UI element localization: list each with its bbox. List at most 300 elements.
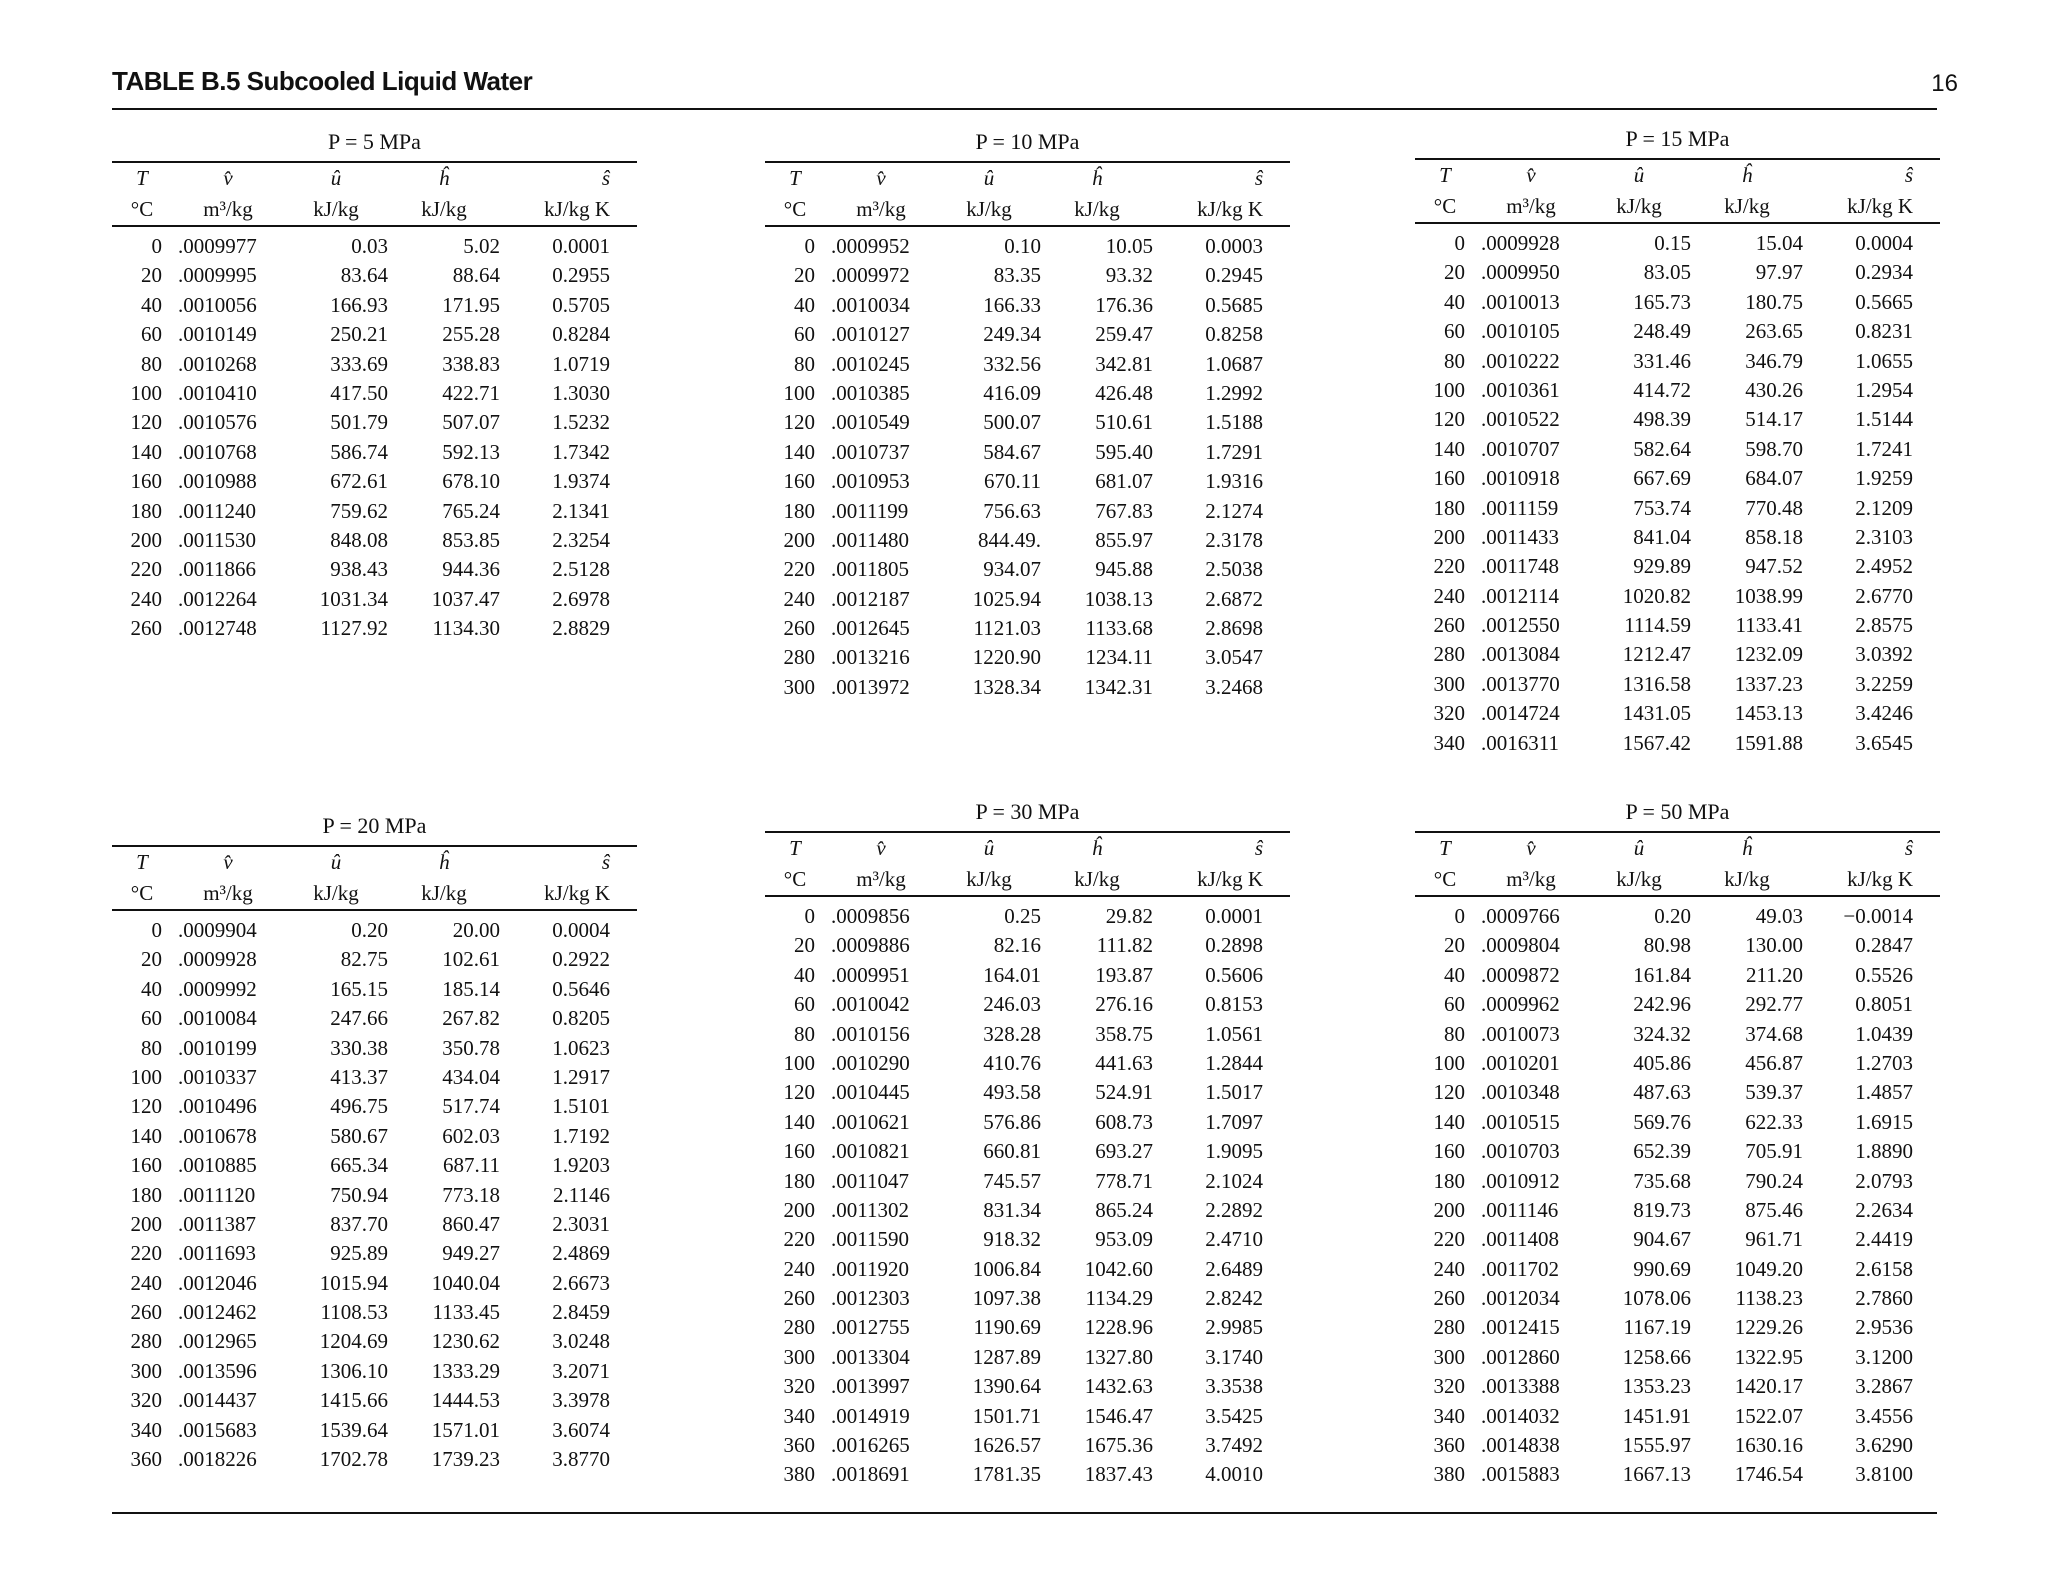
table-cell: 1328.34: [972, 674, 1041, 699]
table-cell: 160: [1433, 1139, 1465, 1164]
table-body: [112, 911, 637, 1474]
table-cell: .0010084: [178, 1006, 257, 1031]
table-row: [1415, 435, 1940, 464]
table-cell: .0011590: [831, 1227, 909, 1252]
table-cell: .0010918: [1481, 466, 1560, 491]
table-cell: 0.0003: [1205, 234, 1263, 258]
table-cell: 40: [141, 976, 162, 1001]
table-cell: 947.52: [1745, 554, 1803, 579]
table-cell: 1746.54: [1734, 1462, 1803, 1487]
table-row: [1415, 288, 1940, 317]
table-cell: 1038.13: [1084, 586, 1153, 611]
table-cell: .0010737: [831, 439, 910, 464]
table-cell: 2.3178: [1205, 527, 1263, 552]
table-cell: 1234.11: [1085, 645, 1153, 670]
table-cell: 340: [130, 1417, 162, 1442]
table-cell: 1.5232: [552, 410, 610, 435]
table-cell: 1702.78: [319, 1447, 388, 1472]
table-cell: 3.2071: [552, 1358, 610, 1383]
table-cell: 1.2703: [1855, 1050, 1913, 1075]
table-cell: 1501.71: [972, 1403, 1041, 1428]
table-cell: 1353.23: [1622, 1374, 1691, 1399]
table-cell: 667.69: [1633, 466, 1691, 491]
table-cell: 1.7342: [552, 439, 610, 464]
column-unit: kJ/kg: [1616, 194, 1662, 218]
table-cell: 180.75: [1745, 289, 1803, 314]
table-cell: 160: [783, 1139, 815, 1164]
symbol-row: [765, 833, 1290, 864]
table-cell: 300: [783, 1344, 815, 1369]
table-cell: .0009977: [178, 234, 257, 258]
table-cell: 82.75: [340, 947, 388, 972]
table-cell: 320: [1433, 1374, 1465, 1399]
table-cell: .0011693: [178, 1241, 256, 1266]
table-cell: 1539.64: [319, 1417, 388, 1442]
table-cell: 1431.05: [1622, 701, 1691, 726]
table-cell: 3.0392: [1855, 642, 1913, 667]
table-cell: 592.13: [442, 439, 500, 464]
table-cell: 2.5038: [1205, 557, 1263, 582]
table-cell: 608.73: [1095, 1109, 1153, 1134]
column-unit: m³/kg: [1506, 194, 1556, 218]
table-cell: 280: [1433, 1315, 1465, 1340]
column-unit: kJ/kg K: [544, 197, 610, 221]
table-cell: 2.8698: [1205, 616, 1263, 641]
table-cell: 0.5665: [1855, 289, 1913, 314]
table-cell: .0009928: [178, 947, 257, 972]
table-cell: 1667.13: [1622, 1462, 1691, 1487]
table-cell: .0010073: [1481, 1021, 1560, 1046]
table-cell: 0.0004: [552, 918, 610, 942]
table-cell: 1451.91: [1622, 1403, 1691, 1428]
table-cell: 242.96: [1633, 992, 1691, 1017]
column-unit: m³/kg: [203, 881, 253, 905]
column-header: [112, 161, 637, 227]
table-row: [1415, 1460, 1940, 1489]
table-cell: 165.73: [1633, 289, 1691, 314]
table-cell: 413.37: [330, 1064, 388, 1089]
table-cell: 200: [1433, 524, 1465, 549]
column-symbol: ĥ: [1741, 163, 1753, 187]
table-cell: 166.33: [983, 292, 1041, 317]
table-cell: 1.5101: [552, 1094, 610, 1119]
table-cell: 422.71: [442, 380, 500, 405]
table-cell: .0011146: [1481, 1197, 1559, 1222]
table-cell: 60: [1444, 992, 1465, 1017]
table-row: [1415, 1078, 1940, 1107]
table-cell: .0015883: [1481, 1462, 1560, 1487]
table-cell: 1015.94: [319, 1270, 388, 1295]
table-cell: 853.85: [442, 527, 500, 552]
table-cell: 2.4869: [552, 1241, 610, 1266]
table-cell: 0.2955: [552, 263, 610, 288]
table-cell: 80: [794, 1021, 815, 1046]
symbol-row: [1415, 160, 1940, 191]
table-cell: 80: [1444, 1021, 1465, 1046]
table-cell: 2.8242: [1205, 1286, 1263, 1311]
table-cell: 2.6872: [1205, 586, 1263, 611]
table-cell: 176.36: [1095, 292, 1153, 317]
table-cell: 790.24: [1745, 1168, 1803, 1193]
table-row: [112, 1092, 637, 1121]
table-cell: 83.64: [340, 263, 388, 288]
table-cell: 3.7492: [1205, 1433, 1263, 1458]
table-row: [1415, 931, 1940, 960]
table-cell: 1042.60: [1084, 1256, 1153, 1281]
table-cell: .0011387: [178, 1211, 256, 1236]
column-symbol: v̂: [876, 836, 886, 860]
column-symbol: v̂: [1526, 836, 1536, 860]
table-cell: 320: [130, 1388, 162, 1413]
table-cell: .0012264: [178, 586, 257, 611]
table-p50: [1415, 797, 1940, 1490]
column-unit: m³/kg: [856, 197, 906, 221]
column-symbol: ŝ: [1904, 836, 1913, 860]
table-cell: 2.1341: [552, 498, 610, 523]
column-unit: °C: [783, 867, 807, 891]
table-row: [765, 1078, 1290, 1107]
table-row: [765, 261, 1290, 290]
table-cell: 1204.69: [319, 1329, 388, 1354]
table-cell: 40: [794, 292, 815, 317]
table-cell: 331.46: [1633, 348, 1691, 373]
table-cell: 598.70: [1745, 436, 1803, 461]
table-cell: 1229.26: [1734, 1315, 1803, 1340]
table-cell: 111.82: [1096, 933, 1153, 958]
table-row: [765, 1431, 1290, 1460]
table-cell: .0018691: [831, 1462, 910, 1487]
table-cell: .0013596: [178, 1358, 257, 1383]
table-cell: 844.49.: [978, 527, 1041, 552]
table-row: [1415, 670, 1940, 699]
table-cell: 100: [130, 1064, 162, 1089]
table-cell: 1232.09: [1734, 642, 1803, 667]
table-row: [1415, 582, 1940, 611]
table-cell: 539.37: [1745, 1080, 1803, 1105]
table-cell: 83.35: [993, 263, 1041, 288]
table-cell: 0.15: [1654, 231, 1691, 255]
table-cell: 582.64: [1633, 436, 1691, 461]
table-cell: 0.10: [1004, 234, 1041, 258]
table-cell: 255.28: [442, 322, 500, 347]
table-cell: 280: [783, 1315, 815, 1340]
table-cell: 918.32: [983, 1227, 1041, 1252]
table-cell: 340: [1433, 1403, 1465, 1428]
table-cell: 1037.47: [431, 586, 500, 611]
table-cell: 0: [804, 234, 815, 258]
table-cell: 2.1209: [1855, 495, 1913, 520]
table-row: [112, 1063, 637, 1092]
table-row: [112, 467, 637, 496]
table-cell: 3.2259: [1855, 671, 1913, 696]
table-cell: 3.1200: [1855, 1344, 1913, 1369]
column-symbol: û: [330, 166, 342, 190]
table-cell: 165.15: [330, 976, 388, 1001]
table-cell: 88.64: [452, 263, 500, 288]
table-cell: 0.5526: [1855, 962, 1913, 987]
table-row: [1415, 552, 1940, 581]
table-cell: .0014724: [1481, 701, 1560, 726]
table-cell: 240: [783, 1256, 815, 1281]
pressure-title: P = 5 MPa: [328, 129, 421, 154]
table-cell: .0010156: [831, 1021, 910, 1046]
table-row: [112, 1416, 637, 1445]
table-cell: 220: [130, 557, 162, 582]
table-cell: 1.9203: [552, 1153, 610, 1178]
table-cell: 3.6074: [552, 1417, 610, 1442]
table-cell: 1420.17: [1734, 1374, 1803, 1399]
column-unit: kJ/kg: [966, 867, 1012, 891]
table-row: [112, 1386, 637, 1415]
table-cell: 292.77: [1745, 992, 1803, 1017]
table-cell: .0009886: [831, 933, 910, 958]
table-cell: .0012462: [178, 1300, 257, 1325]
table-cell: 961.71: [1745, 1227, 1803, 1252]
table-cell: 1.9374: [552, 469, 610, 494]
table-cell: 0.0001: [1205, 904, 1263, 928]
table-row: [765, 467, 1290, 496]
table-row: [1415, 1225, 1940, 1254]
table-cell: .0009904: [178, 918, 257, 942]
table-cell: 3.6290: [1855, 1433, 1913, 1458]
table-cell: 945.88: [1095, 557, 1153, 582]
table-cell: 40: [1444, 962, 1465, 987]
table-cell: .0011530: [178, 527, 256, 552]
table-cell: 0.5705: [552, 292, 610, 317]
table-cell: 0.0004: [1855, 231, 1913, 255]
table-cell: .0012034: [1481, 1286, 1560, 1311]
table-p30: [765, 797, 1290, 1490]
table-cell: 1444.53: [431, 1388, 500, 1413]
table-cell: 819.73: [1633, 1197, 1691, 1222]
table-cell: 140: [130, 439, 162, 464]
table-cell: .0015683: [178, 1417, 257, 1442]
unit-row: [1415, 864, 1940, 895]
table-cell: 1108.53: [320, 1300, 388, 1325]
table-cell: 0.2898: [1205, 933, 1263, 958]
table-cell: 2.5128: [552, 557, 610, 582]
table-cell: 1626.57: [972, 1433, 1041, 1458]
column-unit: kJ/kg: [1616, 867, 1662, 891]
table-row: [112, 438, 637, 467]
table-cell: 260: [130, 1300, 162, 1325]
table-cell: 240: [1433, 1256, 1465, 1281]
table-cell: .0011702: [1481, 1256, 1559, 1281]
symbol-row: [1415, 833, 1940, 864]
table-cell: 20.00: [452, 918, 500, 942]
table-cell: 166.93: [330, 292, 388, 317]
table-cell: 2.3103: [1855, 524, 1913, 549]
table-cell: 260: [1433, 613, 1465, 638]
table-cell: .0010522: [1481, 407, 1560, 432]
table-cell: .0010953: [831, 469, 910, 494]
table-row: [765, 614, 1290, 643]
table-cell: 2.6489: [1205, 1256, 1263, 1281]
pressure-title: P = 30 MPa: [975, 799, 1080, 824]
table-cell: 1049.20: [1734, 1256, 1803, 1281]
table-cell: .0012550: [1481, 613, 1560, 638]
column-unit: kJ/kg: [1724, 194, 1770, 218]
column-symbol: ĥ: [1091, 166, 1103, 190]
table-cell: 3.1740: [1205, 1344, 1263, 1369]
table-cell: 10.05: [1105, 234, 1153, 258]
column-unit: kJ/kg K: [1197, 867, 1263, 891]
table-cell: 693.27: [1095, 1139, 1153, 1164]
table-cell: .0009872: [1481, 962, 1560, 987]
table-row: [1415, 1343, 1940, 1372]
table-cell: 1415.66: [319, 1388, 388, 1413]
table-cell: .0010912: [1481, 1168, 1560, 1193]
table-row: [765, 1225, 1290, 1254]
table-cell: 1.5188: [1205, 410, 1263, 435]
table-cell: 2.6770: [1855, 583, 1913, 608]
table-cell: 0.5646: [552, 976, 610, 1001]
table-row: [112, 614, 637, 643]
table-row: [112, 1445, 637, 1474]
table-cell: 1327.80: [1084, 1344, 1153, 1369]
column-unit: °C: [783, 197, 807, 221]
table-cell: 1134.30: [432, 616, 500, 641]
table-row: [765, 585, 1290, 614]
table-cell: 1390.64: [972, 1374, 1041, 1399]
table-cell: 120: [130, 1094, 162, 1119]
table-cell: 211.20: [1746, 962, 1803, 987]
table-cell: 1522.07: [1734, 1403, 1803, 1428]
table-row: [1415, 376, 1940, 405]
table-row: [112, 585, 637, 614]
column-unit: kJ/kg: [313, 881, 359, 905]
column-symbol: T: [136, 850, 148, 874]
table-cell: 2.2634: [1855, 1197, 1913, 1222]
table-row: [112, 555, 637, 584]
table-cell: 426.48: [1095, 380, 1153, 405]
table-cell: 1342.31: [1084, 674, 1153, 699]
table-cell: 260: [130, 616, 162, 641]
table-cell: 2.9985: [1205, 1315, 1263, 1340]
unit-row: [112, 878, 637, 909]
table-cell: 40: [794, 962, 815, 987]
table-cell: 430.26: [1745, 377, 1803, 402]
table-cell: 300: [130, 1358, 162, 1383]
table-cell: 507.07: [442, 410, 500, 435]
table-row: [765, 497, 1290, 526]
table-cell: 1322.95: [1734, 1344, 1803, 1369]
table-cell: 338.83: [442, 351, 500, 376]
table-cell: 493.58: [983, 1080, 1041, 1105]
table-cell: 374.68: [1745, 1021, 1803, 1046]
table-cell: 0.8051: [1855, 992, 1913, 1017]
table-row: [112, 261, 637, 290]
table-cell: .0011748: [1481, 554, 1559, 579]
table-cell: 414.72: [1633, 377, 1691, 402]
table-cell: 20: [141, 263, 162, 288]
table-cell: 1.0719: [552, 351, 610, 376]
table-cell: 2.1024: [1205, 1168, 1263, 1193]
table-cell: 1432.63: [1084, 1374, 1153, 1399]
table-cell: 1097.38: [972, 1286, 1041, 1311]
table-cell: 0.25: [1004, 904, 1041, 928]
table-cell: 750.94: [330, 1182, 388, 1207]
column-unit: kJ/kg K: [1847, 194, 1913, 218]
table-row: [1415, 640, 1940, 669]
column-unit: m³/kg: [203, 197, 253, 221]
table-cell: 2.8575: [1855, 613, 1913, 638]
column-symbol: ĥ: [438, 850, 450, 874]
table-cell: 1.9095: [1205, 1139, 1263, 1164]
table-cell: .0010361: [1481, 377, 1560, 402]
column-unit: kJ/kg K: [544, 881, 610, 905]
table-cell: 1571.01: [431, 1417, 500, 1442]
table-cell: 1220.90: [972, 645, 1041, 670]
table-cell: 1781.35: [972, 1462, 1041, 1487]
table-body: [1415, 224, 1940, 758]
table-cell: 1.9316: [1205, 469, 1263, 494]
table-row: [1415, 523, 1940, 552]
table-cell: 346.79: [1745, 348, 1803, 373]
table-cell: 140: [1433, 1109, 1465, 1134]
table-cell: .0010621: [831, 1109, 910, 1134]
table-row: [1415, 699, 1940, 728]
table-cell: 2.3031: [552, 1211, 610, 1236]
table-cell: 580.67: [330, 1123, 388, 1148]
table-cell: 1316.58: [1622, 671, 1691, 696]
table-cell: 934.07: [983, 557, 1041, 582]
table-cell: 80: [141, 1035, 162, 1060]
table-row: [1415, 902, 1940, 931]
table-cell: 247.66: [330, 1006, 388, 1031]
table-cell: 417.50: [330, 380, 388, 405]
table-cell: 678.10: [442, 469, 500, 494]
column-unit: °C: [130, 881, 154, 905]
table-cell: 160: [130, 469, 162, 494]
table-row: [112, 1034, 637, 1063]
table-cell: 160: [783, 469, 815, 494]
table-cell: .0018226: [178, 1447, 257, 1472]
table-cell: 40: [1444, 289, 1465, 314]
table-cell: 171.95: [442, 292, 500, 317]
table-cell: 249.34: [983, 322, 1041, 347]
table-cell: 340: [1433, 730, 1465, 755]
table-cell: 240: [783, 586, 815, 611]
column-symbol: T: [789, 166, 801, 190]
column-unit: kJ/kg: [1724, 867, 1770, 891]
table-cell: .0009972: [831, 263, 910, 288]
column-unit: kJ/kg: [1074, 197, 1120, 221]
table-cell: 140: [783, 1109, 815, 1134]
table-cell: .0011240: [178, 498, 256, 523]
table-cell: 120: [783, 410, 815, 435]
table-cell: 1287.89: [972, 1344, 1041, 1369]
column-symbol: v̂: [876, 166, 886, 190]
column-header: [765, 831, 1290, 897]
table-cell: 865.24: [1095, 1197, 1153, 1222]
table-cell: 2.7860: [1855, 1286, 1913, 1311]
table-cell: 0: [1454, 904, 1465, 928]
table-cell: 193.87: [1095, 962, 1153, 987]
table-row: [765, 1108, 1290, 1137]
table-cell: 80: [794, 351, 815, 376]
table-cell: 280: [783, 645, 815, 670]
table-cell: .0011120: [178, 1182, 256, 1207]
column-symbol: v̂: [223, 850, 233, 874]
table-cell: 358.75: [1095, 1021, 1153, 1046]
table-cell: 1546.47: [1084, 1403, 1153, 1428]
table-cell: 0.8258: [1205, 322, 1263, 347]
table-cell: 1.0439: [1855, 1021, 1913, 1046]
table-cell: 140: [783, 439, 815, 464]
table-row: [765, 1402, 1290, 1431]
table-row: [112, 320, 637, 349]
